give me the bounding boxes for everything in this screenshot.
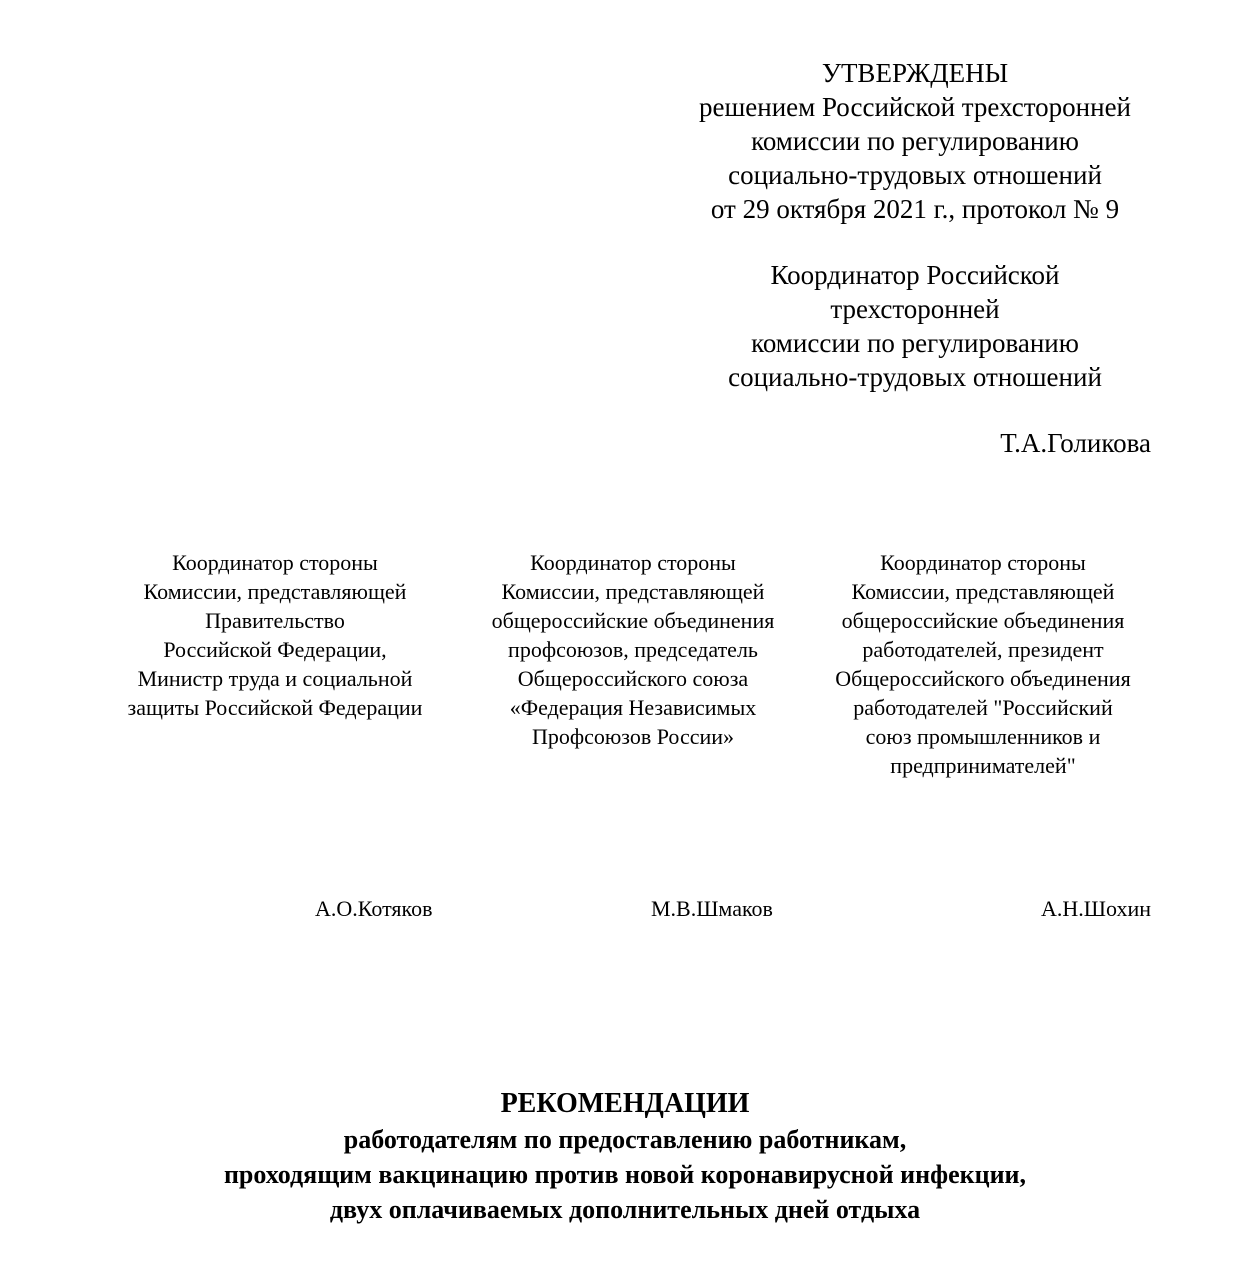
approval-protocol-line: от 29 октября 2021 г., протокол № 9 [710,194,1120,224]
party-line: профсоюзов, председатель [508,637,758,662]
party-line: «Федерация Независимых [509,695,757,720]
party-line: предпринимателей" [890,753,1076,778]
signature-name-employers: А.Н.Шохин [1041,896,1151,921]
party-line: Общероссийского союза [517,666,749,691]
document-subtitle-line: двух оплачиваемых дополнительных дней отдыха [329,1195,921,1224]
party-employers-block [808,548,1158,780]
party-line: Комиссии, представляющей [851,579,1115,604]
signature-name-government: А.О.Котяков [315,896,433,921]
party-line: союз промышленников и [865,724,1101,749]
party-line: работодателей, президент [862,637,1104,662]
party-unions-block [458,548,808,751]
party-line: Министр труда и социальной [137,666,413,691]
approval-block [660,56,1170,226]
coordinator-block [660,258,1170,394]
approval-line: социально-трудовых отношений [728,160,1102,190]
party-line: Комиссии, представляющей [143,579,407,604]
party-line: Общероссийского объединения [835,666,1131,691]
approval-heading: УТВЕРЖДЕНЫ [821,58,1009,88]
party-line: Профсоюзов России» [531,724,735,749]
party-line: общероссийские объединения [491,608,775,633]
party-line: Правительство [205,608,345,633]
party-line: работодателей "Российский [853,695,1113,720]
party-line: Координатор стороны [880,550,1086,575]
document-title-block [0,1086,1235,1227]
party-government-block [100,548,450,722]
party-line: Координатор стороны [530,550,736,575]
coordinator-title-line: трехсторонней [830,294,1000,324]
signature-name-unions: М.В.Шмаков [651,896,773,921]
approval-line: комиссии по регулированию [751,126,1079,156]
document-title: РЕКОМЕНДАЦИИ [500,1088,750,1119]
party-line: Комиссии, представляющей [501,579,765,604]
approval-line: решением Российской трехсторонней [698,92,1132,122]
coordinator-signature-name: Т.А.Голикова [1000,428,1151,458]
party-line: общероссийские объединения [841,608,1125,633]
party-line: защиты Российской Федерации [127,695,423,720]
coordinator-title-line: социально-трудовых отношений [728,362,1102,392]
party-line: Координатор стороны [172,550,378,575]
document-subtitle-line: работодателям по предоставлению работникам, [343,1125,907,1154]
coordinator-title-line: комиссии по регулированию [751,328,1079,358]
party-line: Российской Федерации, [163,637,387,662]
coordinator-title-line: Координатор Российской [770,260,1060,290]
document-subtitle-line: проходящим вакцинацию против новой коронавирусной инфекции, [223,1160,1027,1189]
